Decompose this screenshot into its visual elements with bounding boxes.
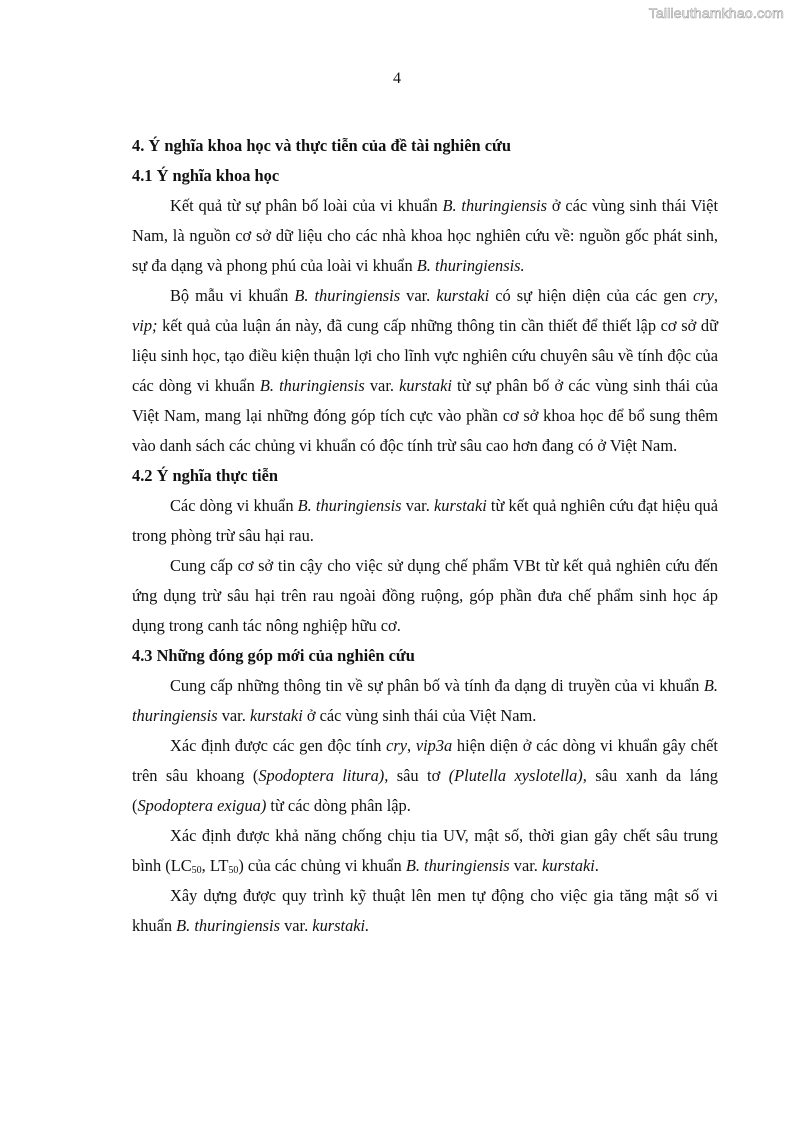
section-4-2-heading: 4.2 Ý nghĩa thực tiễn bbox=[132, 466, 278, 485]
section-4-2-paragraph-1: Các dòng vi khuẩn B. thuringiensis var. kurstaki từ kết quả nghiên cứu đạt hiệu quả trong phòng trừ sâu hại rau. bbox=[132, 496, 718, 545]
section-4-1-paragraph-1: Kết quả từ sự phân bố loài của vi khuẩn B. thuringiensis ở các vùng sinh thái Việt Nam, là nguồn cơ sở dữ liệu cho các nhà khoa học nghiên cứu về: nguồn gốc phát sinh, sự đa dạng và phong phú của loài vi khuẩn B. thuringiensis. bbox=[132, 196, 719, 275]
section-4-heading: 4. Ý nghĩa khoa học và thực tiễn của đề tài nghiên cứu bbox=[132, 136, 511, 155]
watermark: Tailieuthamkhao.com bbox=[648, 5, 784, 21]
page-number: 4 bbox=[393, 70, 401, 87]
section-4-1-paragraph-2: Bộ mẫu vi khuẩn B. thuringiensis var. kurstaki có sự hiện diện của các gen cry, vip; kết quả của luận án này, đã cung cấp những thông tin cần thiết để thiết lập cơ sở dữ liệu sinh học, tạo điều kiện thuận lợi cho lĩnh vực nghiên cứu chuyên sâu về tính độc của các dòng vi khuẩn B. thuringiensis var. kurstaki từ sự phân bố ở các vùng sinh thái của Việt Nam, mang lại những đóng góp tích cực vào phần cơ sở khoa học để bổ sung thêm vào danh sách các chủng vi khuẩn có độc tính trừ sâu cao hơn đang có ở Việt Nam. bbox=[132, 286, 718, 455]
section-4-3-heading: 4.3 Những đóng góp mới của nghiên cứu bbox=[132, 646, 415, 665]
section-4-3-paragraph-3: Xác định được khả năng chống chịu tia UV, mật số, thời gian gây chết sâu trung bình ($LC_{50}$, $LT_{50}$) của các chủng vi khuẩn B. thuringiensis var. kurstaki. bbox=[132, 826, 718, 876]
section-4-3-paragraph-2: Xác định được các gen độc tính cry, vip3a hiện diện ở các dòng vi khuẩn gây chết trên sâu khoang (Spodoptera litura), sâu tơ (Plutella xyslotella), sâu xanh da láng (Spodoptera exigua) từ các dòng phân lập. bbox=[132, 736, 718, 815]
section-4-2-paragraph-2: Cung cấp cơ sở tin cậy cho việc sử dụng chế phẩm VBt từ kết quả nghiên cứu đến ứng dụng trừ sâu hại trên rau ngoài đồng ruộng, góp phần đưa chế phẩm sinh học áp dụng trong canh tác nông nghiệp hữu cơ. bbox=[132, 556, 718, 635]
section-4-1-heading: 4.1 Ý nghĩa khoa học bbox=[132, 166, 280, 185]
section-4-3-paragraph-4: Xây dựng được quy trình kỹ thuật lên men tự động cho việc gia tăng mật số vi khuẩn B. thuringiensis var. kurstaki. bbox=[132, 886, 718, 935]
document-body bbox=[132, 131, 718, 941]
section-4-3-paragraph-1: Cung cấp những thông tin về sự phân bố và tính đa dạng di truyền của vi khuẩn B. thuringiensis var. kurstaki ở các vùng sinh thái của Việt Nam. bbox=[132, 676, 718, 725]
